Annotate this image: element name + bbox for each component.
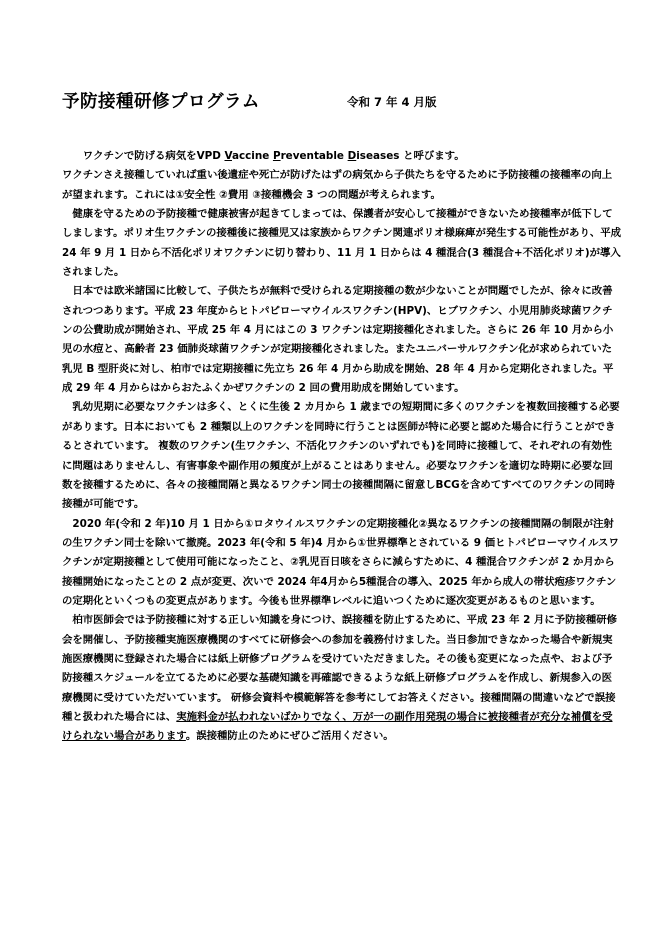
closing-text: 。誤接種防止のためにぜひご活用ください。 xyxy=(185,730,394,743)
vpd-intro-text: ワクチンで防げる病気をVPD xyxy=(82,150,225,162)
edition-date: 令和 7 年 4 月版 xyxy=(347,95,437,109)
training-program-text: 柏市医師会では予防接種に対する正しい知識を身につけ、誤接種を防止するために、平成 23 年 2 月に予防接種研修会を開催し、予防接種実施医療機関のすべてに研修会への参加を義務付けました。当日参加できなかった場合や新規実施医療機関に登録された場合には紙上研修プログラムを受けていただきました。その後も変更になった点や、および予防接種スケジュールを立てるために必要な基礎知識を再確認できるような紙上研修プログラムを作成し、新規参入の医療機関に受けていただいています。 研修会資料や模範解答を参考にしてお答えください。接種間隔の間違いなどで誤接種と扱われた場合には、 xyxy=(62,614,618,723)
vaccine-initial: V xyxy=(224,150,232,162)
polio-vaccine-paragraph: 健康を守るための予防接種で健康被害が起きてしまっては、保護者が安心して接種ができないため接種率が低下してしまします。ポリオ生ワクチンの接種後に接種児又は家族からワクチン関連ポリオ様麻痺が発生する可能性があり、平成 24 年 9 月 1 日から不活化ポリオワクチンに切り替わり、11 月 1 日からは 4 種混合(3 種混合+不活化ポリオ)が導入されました。 xyxy=(62,208,622,279)
diseases-rest: iseases と呼びます。 xyxy=(356,150,465,162)
document-header xyxy=(62,88,622,112)
diseases-initial: D xyxy=(347,150,357,162)
vaccination-rate-paragraph: ワクチンさえ接種していれば重い後遺症や死亡が防げたはずの病気から子供たちを守るために予防接種の接種率の向上が望まれます。これには①安全性 ②費用 ③接種機会 3 つの問題が考えられます。 xyxy=(62,169,613,201)
vaccine-rest: accine xyxy=(231,150,273,162)
vpd-definition-paragraph xyxy=(62,147,622,166)
preventable-initial: P xyxy=(272,150,281,162)
document-body xyxy=(62,147,622,747)
preventable-rest: reventable xyxy=(280,150,348,162)
recent-changes-paragraph: 2020 年(令和 2 年)10 月 1 日から①ロタウイルスワクチンの定期接種化②異なるワクチンの接種間隔の制限が注射の生ワクチン同士を除いて撤廃。2023 年(令和 5 年)4 月から①世界標準とされている 9 価ヒトパピローマウイルスワクチンが定期接種として使用可能になったこと、②乳児百日咳をさらに減らすために、4 種混合ワクチンが 2 か月から接種開始になったことの 2 点が変更、次いで 2024 年4月から5種混合の導入、2025 年から成人の帯状疱疹ワクチンの定期化といくつもの変更点があります。今後も世界標準レベルに追いつくために逐次変更があるものと思います。 xyxy=(62,517,619,607)
compensation-warning-text: 実施料金が払われないばかりでなく、万が一の副作用発現の場合に被接種者が充分な補償を受けられない場合があります xyxy=(62,710,613,743)
simultaneous-vaccination-paragraph: 乳幼児期に必要なワクチンは多く、とくに生後 2 カ月から 1 歳までの短期間に多くのワクチンを複数回接種する必要があります。日本においても 2 種類以上のワクチンを同時に行うことは医師が特に必要と認めた場合に行うことができるとされています。 複数のワクチン(生ワクチン、不活化ワクチンのいずれでも)を同時に接種して、それぞれの有効性に問題はありませんし、有害事象や副作用の頻度が上がることはありません。必要なワクチンを適切な時期に必要な回数を接種するために、各々の接種間隔と異なるワクチン同士の接種間隔に留意しBCGを含めてすべてのワクチンの同時接種が可能です。 xyxy=(62,401,620,511)
training-program-paragraph xyxy=(62,611,622,746)
routine-vaccination-history-paragraph: 日本では欧米諸国に比較して、子供たちが無料で受けられる定期接種の数が少ないことが問題でしたが、徐々に改善されつつあります。平成 23 年度からヒトパピローマウイルスワクチン(HPV)、ヒブワクチン、小児用肺炎球菌ワクチンの公費助成が開始され、平成 25 年 4 月にはこの 3 ワクチンは定期接種化されました。さらに 26 年 10 月から小児の水痘と、高齢者 23 価肺炎球菌ワクチンが定期接種化されました。またユニバーサルワクチン化が求められていた乳児 B 型肝炎に対し、柏市では定期接種に先立ち 26 年 4 月から助成を開始、28 年 4 月から定期化されました。平成 29 年 4 月からはからおたふくかぜワクチンの 2 回の費用助成を開始しています。 xyxy=(62,285,614,395)
document-title: 予防接種研修プログラム xyxy=(62,92,260,112)
